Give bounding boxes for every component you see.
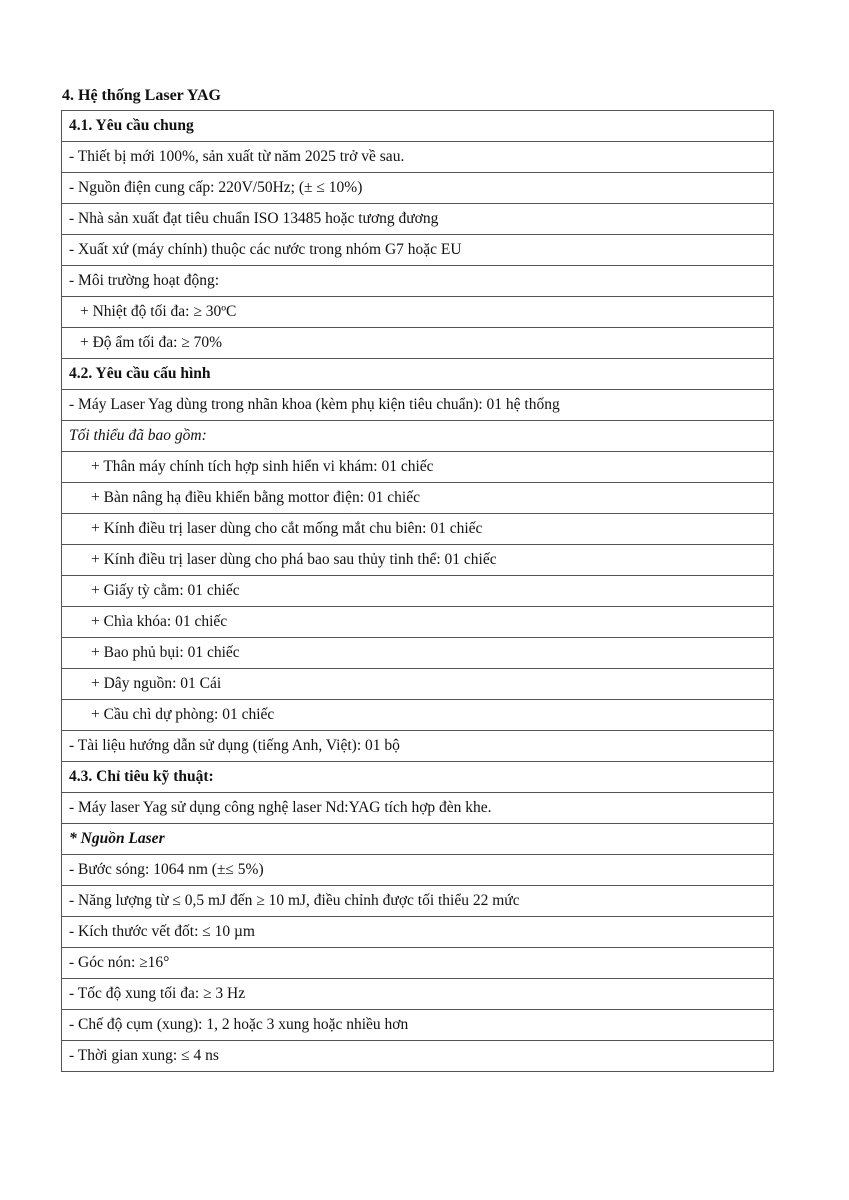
sub-item-cell: + Nhiệt độ tối đa: ≥ 30ºC [62,297,774,328]
table-row [62,297,774,328]
table-row [62,979,774,1010]
table-cell: - Năng lượng từ ≤ 0,5 mJ đến ≥ 10 mJ, điều chỉnh được tối thiểu 22 mức [62,886,774,917]
accessory-item-cell: + Dây nguồn: 01 Cái [62,669,774,700]
table-row [62,111,774,142]
table-row [62,390,774,421]
accessory-item-cell: + Giấy tỳ cằm: 01 chiếc [62,576,774,607]
note-cell: Tối thiểu đã bao gồm: [62,421,774,452]
table-row [62,483,774,514]
accessory-item-cell: + Kính điều trị laser dùng cho cắt mống mắt chu biên: 01 chiếc [62,514,774,545]
table-cell: - Nhà sản xuất đạt tiêu chuẩn ISO 13485 hoặc tương đương [62,204,774,235]
table-row [62,142,774,173]
table-cell: - Kích thước vết đốt: ≤ 10 µm [62,917,774,948]
table-row [62,1041,774,1072]
table-row [62,886,774,917]
accessory-item-cell: + Kính điều trị laser dùng cho phá bao sau thủy tinh thể: 01 chiếc [62,545,774,576]
subsection-heading: 4.3. Chỉ tiêu kỹ thuật: [62,762,774,793]
accessory-item-cell: + Thân máy chính tích hợp sinh hiển vi khám: 01 chiếc [62,452,774,483]
subsection-heading: 4.2. Yêu cầu cấu hình [62,359,774,390]
table-row [62,607,774,638]
section-title: 4. Hệ thống Laser YAG [62,87,221,104]
table-row [62,731,774,762]
accessory-item-cell: + Chìa khóa: 01 chiếc [62,607,774,638]
table-row [62,793,774,824]
table-row [62,762,774,793]
group-heading: * Nguồn Laser [62,824,774,855]
table-row [62,669,774,700]
table-row [62,948,774,979]
table-row [62,545,774,576]
table-cell: - Xuất xứ (máy chính) thuộc các nước trong nhóm G7 hoặc EU [62,235,774,266]
table-row [62,514,774,545]
table-cell: - Chế độ cụm (xung): 1, 2 hoặc 3 xung hoặc nhiều hơn [62,1010,774,1041]
table-row [62,328,774,359]
table-cell: - Góc nón: ≥16° [62,948,774,979]
table-row [62,700,774,731]
accessory-item-cell: + Cầu chì dự phòng: 01 chiếc [62,700,774,731]
subsection-heading: 4.1. Yêu cầu chung [62,111,774,142]
sub-item-cell: + Độ ẩm tối đa: ≥ 70% [62,328,774,359]
table-row [62,452,774,483]
table-row [62,235,774,266]
table-row [62,1010,774,1041]
table-row [62,359,774,390]
accessory-item-cell: + Bàn nâng hạ điều khiển bằng mottor điện: 01 chiếc [62,483,774,514]
table-row [62,266,774,297]
table-row [62,173,774,204]
spec-table [61,110,774,1072]
table-cell: - Nguồn điện cung cấp: 220V/50Hz; (± ≤ 10%) [62,173,774,204]
table-cell: - Tốc độ xung tối đa: ≥ 3 Hz [62,979,774,1010]
spec-table-body [62,111,774,1072]
table-row [62,824,774,855]
table-cell: - Tài liệu hướng dẫn sử dụng (tiếng Anh, Việt): 01 bộ [62,731,774,762]
table-row [62,421,774,452]
table-cell: - Thiết bị mới 100%, sản xuất từ năm 2025 trở về sau. [62,142,774,173]
table-row [62,204,774,235]
table-cell: - Máy laser Yag sử dụng công nghệ laser Nd:YAG tích hợp đèn khe. [62,793,774,824]
accessory-item-cell: + Bao phủ bụi: 01 chiếc [62,638,774,669]
table-row [62,855,774,886]
table-cell: - Bước sóng: 1064 nm (±≤ 5%) [62,855,774,886]
table-cell: - Máy Laser Yag dùng trong nhãn khoa (kèm phụ kiện tiêu chuẩn): 01 hệ thống [62,390,774,421]
table-row [62,576,774,607]
table-cell: - Môi trường hoạt động: [62,266,774,297]
table-cell: - Thời gian xung: ≤ 4 ns [62,1041,774,1072]
table-row [62,638,774,669]
table-row [62,917,774,948]
